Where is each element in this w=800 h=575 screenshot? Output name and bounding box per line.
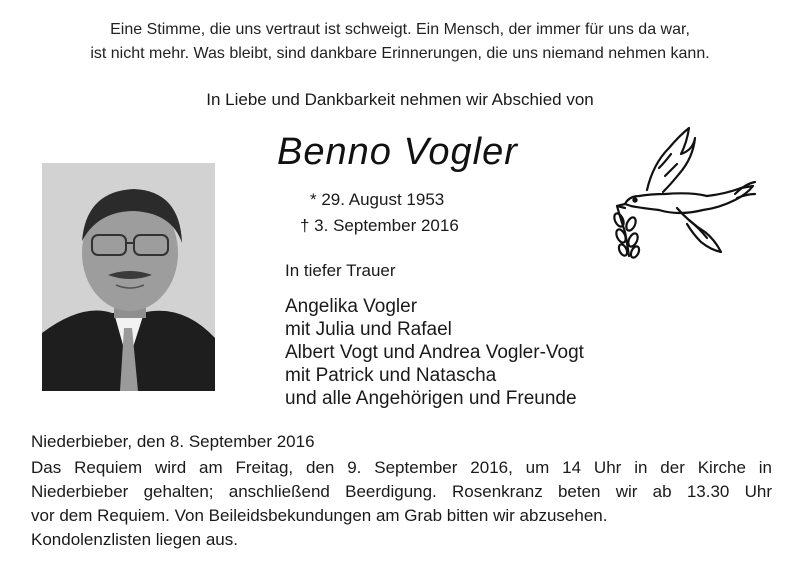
notice-line: Niederbieber gehalten; anschließend Beerdigung. Rosenkranz beten wir ab 13.30 Uhr xyxy=(31,482,772,501)
life-dates xyxy=(300,187,459,239)
family-member: Albert Vogt und Andrea Vogler-Vogt xyxy=(285,342,584,363)
family-member: mit Julia und Rafael xyxy=(285,319,452,340)
notice-line: vor dem Requiem. Von Beileidsbekundungen am Grab bitten wir abzusehen. xyxy=(31,506,608,525)
farewell-line: In Liebe und Dankbarkeit nehmen wir Abschied von xyxy=(206,90,594,109)
intro-verse xyxy=(0,18,800,66)
portrait-photo xyxy=(42,163,215,391)
deceased-name: Benno Vogler xyxy=(277,131,518,173)
intro-line-1: Eine Stimme, die uns vertraut ist schweigt. Ein Mensch, der immer für uns da war, xyxy=(110,21,690,38)
notice-line: Kondolenzlisten liegen aus. xyxy=(31,530,238,549)
dove-with-olive-branch-icon xyxy=(607,124,757,264)
family-member: Angelika Vogler xyxy=(285,296,418,317)
death-date: † 3. September 2016 xyxy=(300,216,459,235)
mourning-label: In tiefer Trauer xyxy=(285,261,396,280)
notice-line: Das Requiem wird am Freitag, den 9. September 2016, um 14 Uhr in der Kirche in xyxy=(31,458,772,477)
place-and-date: Niederbieber, den 8. September 2016 xyxy=(31,432,315,451)
funeral-notice xyxy=(31,456,772,552)
intro-line-2: ist nicht mehr. Was bleibt, sind dankbare Erinnerungen, die uns niemand nehmen kann. xyxy=(90,45,710,62)
family-member: mit Patrick und Natascha xyxy=(285,365,497,386)
birth-date: * 29. August 1953 xyxy=(310,190,445,209)
family-list xyxy=(285,295,584,410)
family-member: und alle Angehörigen und Freunde xyxy=(285,388,577,409)
